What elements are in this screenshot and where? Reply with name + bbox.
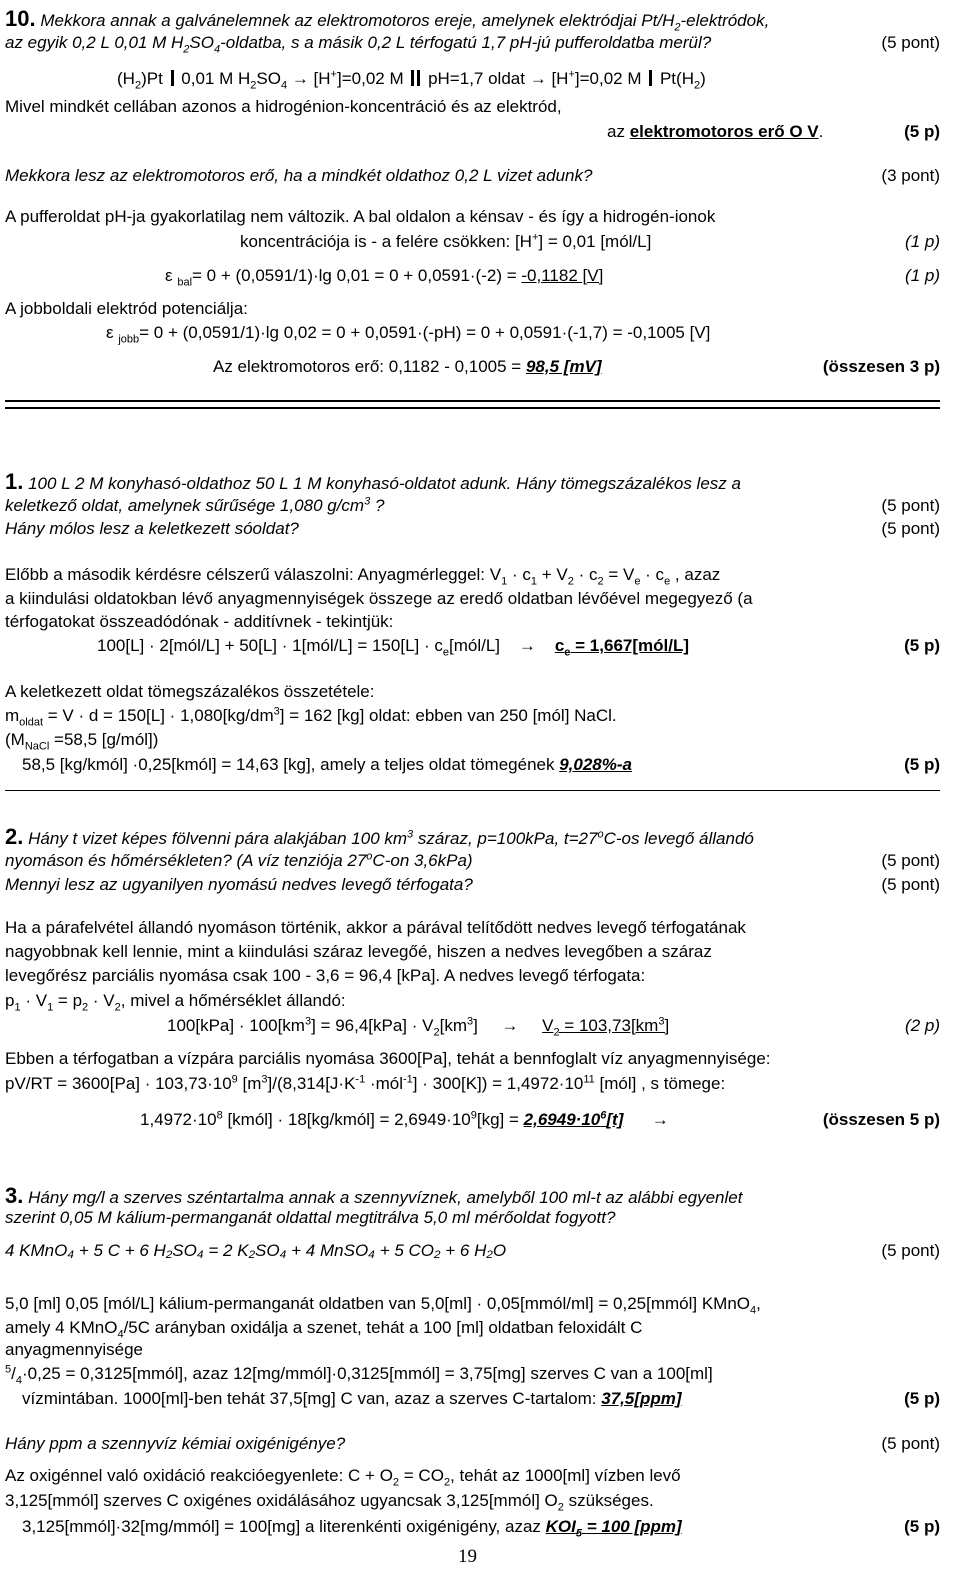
- text-line: ($M_{NaCl} =58,5$ [g/mól]): [5, 730, 159, 753]
- problem-3-line-1: 3. Hány mg/l a szerves széntartalma annak a szennyvíznek, amelyből 100 ml-t az alábbi egyenlet: [5, 1183, 743, 1208]
- formula-line: ε $_{jobb}$= 0 + (0,0591/1)·lg 0,02 = 0 + 0,0591·(-pH) = 0 + 0,0591·(-1,7) = -0,1005 [V]: [106, 323, 711, 346]
- section-divider: [5, 400, 940, 409]
- problem-2-line-3: Mennyi lesz az ugyanilyen nyomású nedves levegő térfogata?: [5, 875, 473, 894]
- problem-1-line-2: keletkező oldat, amelynek sűrűsége 1,080 $g/cm^3$ ?: [5, 495, 385, 515]
- points-label: (5 p): [904, 1517, 940, 1536]
- problem-number: 2.: [5, 824, 24, 849]
- text-line: Előbb a második kérdésre célszerű válaszolni: Anyagmérleggel: $V_1 \cdot c_1 + V_2 \cdot c_2 = V_e \cdot c_e$ , azaz: [5, 565, 721, 588]
- problem-number: 10.: [5, 6, 36, 31]
- question-line: Mekkora lesz az elektromotoros erő, ha a mindkét oldathoz 0,2 L vizet adunk?: [5, 166, 593, 185]
- points-label: (5 pont): [881, 851, 940, 870]
- points-label: (5 p): [904, 1389, 940, 1408]
- points-label: (5 pont): [881, 519, 940, 538]
- formula-line: $100[kPa] \cdot 100[km^3] = 96,4[kPa] \cdot V_2[km^3]$ → $V_2 = 103,73[km^3]$: [167, 1015, 670, 1039]
- points-label: (5 p): [904, 636, 940, 655]
- points-label: (5 pont): [881, 33, 940, 52]
- text-line: amely 4 KMnO$_4$/5C arányban oxidálja a szenet, tehát a 100 [ml] oldatban feloxidált C: [5, 1318, 643, 1341]
- text-line: Ha a párafelvétel állandó nyomáson történik, akkor a párával telítődött nedves levegő térfogatának: [5, 918, 746, 937]
- problem-2-line-1: 2. Hány t vizet képes fölvenni pára alakjában 100 $km^3$ száraz, p=100kPa, $t=27^oC-os$ levegő állandó: [5, 824, 754, 849]
- formula-line: ε $_{bal}$= 0 + (0,0591/1)·lg 0,01 = 0 + 0,0591·(-2) = -0,1182 [V]: [165, 266, 604, 289]
- text-line: Mivel mindkét cellában azonos a hidrogénion-koncentráció és az elektród,: [5, 97, 562, 116]
- points-label: (5 pont): [881, 496, 940, 515]
- text-line: A pufferoldat pH-ja gyakorlatilag nem változik. A bal oldalon a kénsav - és így a hidrogén-ionok: [5, 207, 716, 226]
- cell-notation: $(H_2)Pt$ 0,01 M $H_2SO_4 \to [H^+]=0,02$ M pH=1,7 oldat → [H+]=0,02 M $Pt(H_2)$: [117, 68, 706, 92]
- text-line: Ebben a térfogatban a vízpára parciális nyomása 3600[Pa], tehát a bennfoglalt víz anyagmennyisége:: [5, 1049, 771, 1068]
- result-line: 3,125[mmól]·32[mg/mmól] = 100[mg] a literenkénti oxigénigény, azaz $KOI_5 = 100$ [ppm]: [22, 1517, 682, 1540]
- points-label: (2 p): [905, 1016, 940, 1035]
- formula-line: $^5/_4\cdot 0,25$ = 0,3125[mmól], azaz 12[mg/mmól]·0,3125[mmól] = 3,75[mg] szerves C van a 100[ml]: [5, 1363, 713, 1387]
- text-line: a kiindulási oldatokban lévő anyagmennyiségek összege az eredő oldatban lévőével megegyező (a: [5, 589, 753, 608]
- text-line: 5,0 [ml] 0,05 [mól/L] kálium-permanganát oldatben van 5,0[ml] · 0,05[mmól/ml] = 0,25[mmól] KMnO$_4$,: [5, 1294, 761, 1317]
- text-line: levegőrész parciális nyomása csak 100 - 3,6 = 96,4 [kPa]. A nedves levegő térfogata:: [5, 966, 646, 985]
- points-label: (5 p): [904, 755, 940, 774]
- text-line: koncentrációja is - a felére csökken: [H+] = 0,01 [mól/L]: [240, 231, 652, 251]
- problem-2-line-2: nyomáson és hőmérsékleten? (A víz tenziója 27$^o$C-on 3,6kPa): [5, 850, 473, 870]
- problem-number: 1.: [5, 469, 24, 494]
- text-line: anyagmennyisége: [5, 1340, 143, 1359]
- points-label: (5 p): [904, 122, 940, 141]
- formula-line: 100[L] · 2[mól/L] + 50[L] · 1[mól/L] = $150[L] \cdot c_e[mól/L]$ → $c_e$ = 1,667[mól/L]: [97, 636, 690, 659]
- result-line: Az elektromotoros erő: 0,1182 - 0,1005 = 98,5 [mV]: [213, 357, 602, 376]
- result-line: vízmintában. 1000[ml]-ben tehát 37,5[mg] C van, azaz a szerves C-tartalom: 37,5[ppm]: [22, 1389, 682, 1408]
- points-label: (5 pont): [881, 875, 940, 894]
- text-line: térfogatokat összeadódónak - additívnek - tekintjük:: [5, 612, 394, 631]
- formula-line: $1,4972\cdot 10^8$ [kmól] · 18[kg/kmól] = $2,6949\cdot 10^9[kg] = 2,6949\cdot 10^6[t]$ →: [140, 1109, 669, 1129]
- points-label: (5 pont): [881, 1241, 940, 1260]
- problem-3-line-2: szerint 0,05 M kálium-permanganát oldattal megtitrálva 5,0 ml mérőoldat fogyott?: [5, 1208, 616, 1227]
- points-label: (3 pont): [881, 166, 940, 185]
- emf-result-line: az elektromotoros erő O V.: [607, 122, 824, 141]
- text-line: nagyobbnak kell lennie, mint a kiindulási száraz levegőé, hiszen a nedves levegőben a száraz: [5, 942, 712, 961]
- points-label: (1 p): [905, 266, 940, 285]
- points-label: (1 p): [905, 232, 940, 251]
- text-line: A keletkezett oldat tömegszázalékos összetétele:: [5, 682, 375, 701]
- problem-10-line-2: az egyik 0,2 L 0,01 M $H_2SO_4$-oldatba, s a másik 0,2 L térfogatú 1,7 pH-jú pufferoldatba merül?: [5, 33, 712, 56]
- points-label: (összesen 3 p): [822, 357, 940, 376]
- problem-1-line-1: 1. 100 L 2 M konyhasó-oldathoz 50 L 1 M konyhasó-oldatot adunk. Hány tömegszázalékos lesz a: [5, 469, 741, 494]
- formula-line: 58,5 [kg/kmól] ·0,25[kmól] = 14,63 [kg], amely a teljes oldat tömegének 9,028%-a: [22, 755, 632, 774]
- points-label: (összesen 5 p): [822, 1110, 940, 1129]
- section-divider: [5, 790, 940, 791]
- page-number: 19: [458, 1546, 477, 1567]
- text-line: A jobboldali elektród potenciálja:: [5, 299, 248, 318]
- formula-line: $p_1 \cdot V_1 = p_2 \cdot V_2$, mivel a hőmérséklet állandó:: [5, 991, 346, 1014]
- text-line: $m_{oldat} = V \cdot d = 150[L] \cdot 1,080[kg/dm^3] = 162$ [kg] oldat: ebben van 250 [mól] NaCl.: [5, 705, 617, 729]
- problem-1-line-3: Hány mólos lesz a keletkezett sóoldat?: [5, 519, 299, 538]
- problem-number: 3.: [5, 1183, 24, 1208]
- text-line: Az oxigénnel való oxidáció reakcióegyenlete: $C + O_2 = CO_2$, tehát az 1000[ml] vízben levő: [5, 1466, 681, 1489]
- text-line: 3,125[mmól] szerves C oxigénes oxidálásához ugyancsak 3,125[mmól] $O_2$ szükséges.: [5, 1491, 654, 1514]
- formula-line: $pV/RT = 3600[Pa] \cdot 103,73\cdot 10^9$ $[m^3]/(8,314[J\cdot K^{-1}$ ·mól$^{-1}$] · $300[K]) = 1,4972\cdot 10^{11}$ [mól] , s tömege:: [5, 1073, 726, 1093]
- problem-10-line-1: 10. Mekkora annak a galvánelemnek az elektromotoros ereje, amelynek elektródjai $Pt/H_2$-elektródok,: [5, 6, 770, 34]
- reaction-equation: 4 KMnO₄ + 5 C + 6 H₂SO₄ = 2 K₂SO₄ + 4 MnSO₄ + 5 CO₂ + 6 H₂O: [5, 1241, 507, 1260]
- points-label: (5 pont): [881, 1434, 940, 1453]
- question-line: Hány ppm a szennyvíz kémiai oxigénigénye?: [5, 1434, 346, 1453]
